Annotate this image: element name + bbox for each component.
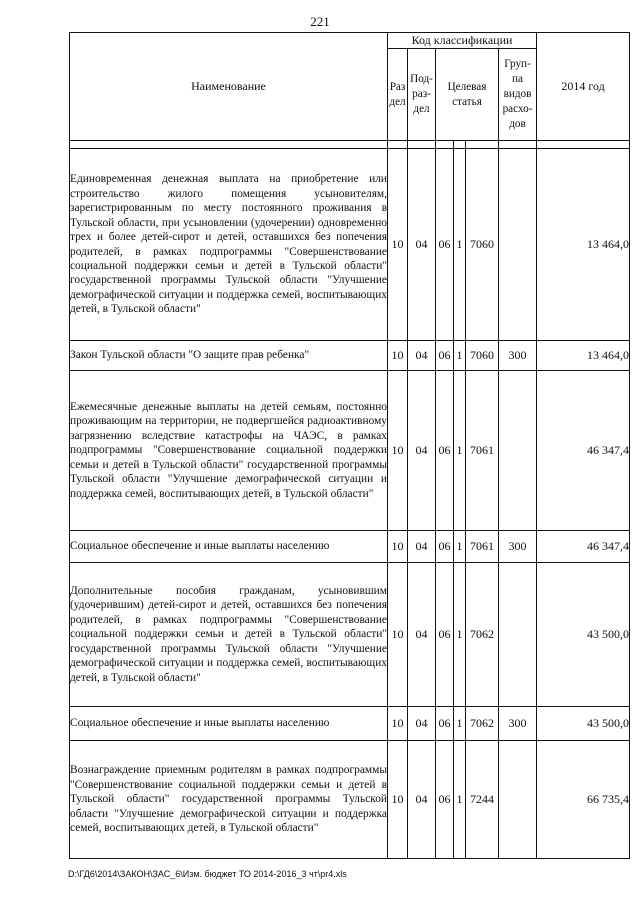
header-razdel: Раз дел <box>388 49 408 141</box>
row-target-1: 06 <box>436 741 454 859</box>
row-target-1: 06 <box>436 149 454 341</box>
header-group: Груп- па видов расхо- дов <box>499 49 537 141</box>
row-name: Дополнительные пособия гражданам, усыновившим (удочерившим) детей-сирот и детей, оставшихся без попечения родителей, в рамках подпрограммы "Совершенствование социальной поддержки семьи и детей в Тульской области" государственной программы Тульской области "Улучшение демографической ситуации и поддержка семей, воспитывающих детей, в Тульской области" <box>70 563 388 707</box>
table-row <box>70 707 630 741</box>
table-row <box>70 149 630 341</box>
row-target-2: 1 <box>454 563 466 707</box>
row-razdel: 10 <box>388 741 408 859</box>
row-amount: 43 500,0 <box>537 707 630 741</box>
row-podrazdel: 04 <box>408 531 436 563</box>
row-target-2: 1 <box>454 149 466 341</box>
row-group <box>499 563 537 707</box>
page-number: 221 <box>310 14 330 29</box>
row-target-1: 06 <box>436 371 454 531</box>
row-group: 300 <box>499 531 537 563</box>
header-name: Наименование <box>70 33 388 141</box>
row-target-2: 1 <box>454 531 466 563</box>
table-row <box>70 341 630 371</box>
row-razdel: 10 <box>388 707 408 741</box>
row-name: Социальное обеспечение и иные выплаты населению <box>70 531 388 563</box>
table-row <box>70 741 630 859</box>
row-podrazdel: 04 <box>408 149 436 341</box>
row-razdel: 10 <box>388 371 408 531</box>
row-razdel: 10 <box>388 341 408 371</box>
row-target-2: 1 <box>454 341 466 371</box>
row-target-1: 06 <box>436 531 454 563</box>
row-target-1: 06 <box>436 707 454 741</box>
row-target-3: 7062 <box>466 563 499 707</box>
row-group <box>499 371 537 531</box>
row-podrazdel: 04 <box>408 741 436 859</box>
table-row <box>70 531 630 563</box>
row-group: 300 <box>499 341 537 371</box>
row-target-2: 1 <box>454 741 466 859</box>
row-amount: 13 464,0 <box>537 341 630 371</box>
header-podrazdel: Под- раз- дел <box>408 49 436 141</box>
row-razdel: 10 <box>388 531 408 563</box>
row-podrazdel: 04 <box>408 371 436 531</box>
header-classification: Код классификации <box>388 33 537 49</box>
row-target-2: 1 <box>454 371 466 531</box>
row-podrazdel: 04 <box>408 341 436 371</box>
row-target-3: 7062 <box>466 707 499 741</box>
row-podrazdel: 04 <box>408 563 436 707</box>
row-target-3: 7061 <box>466 371 499 531</box>
row-target-3: 7244 <box>466 741 499 859</box>
row-amount: 13 464,0 <box>537 149 630 341</box>
row-name: Единовременная денежная выплата на приобретение или строительство жилого помещения усыновителям, зарегистрированным по месту постоянного проживания в Тульской области, при усыновлении (удочерении) одновременно трех и более детей-сирот и детей, оставшихся без попечения родителей, в рамках подпрограммы "Совершенствование социальной поддержки семьи и детей в Тульской области" государственной программы Тульской области "Улучшение демографической ситуации и поддержка семей, воспитывающих детей, в Тульской области" <box>70 149 388 341</box>
row-amount: 66 735,4 <box>537 741 630 859</box>
row-name: Закон Тульской области "О защите прав ребенка" <box>70 341 388 371</box>
row-podrazdel: 04 <box>408 707 436 741</box>
row-target-1: 06 <box>436 341 454 371</box>
row-group <box>499 149 537 341</box>
row-name: Вознаграждение приемным родителям в рамках подпрограммы "Совершенствование социальной поддержки семьи и детей в Тульской области" государственной программы Тульской области "Улучшение демографической ситуации и поддержка семей, воспитывающих детей, в Тульской области" <box>70 741 388 859</box>
row-amount: 43 500,0 <box>537 563 630 707</box>
table-row <box>70 371 630 531</box>
file-path-footer: D:\ГД6\2014\ЗАКОН\ЗАС_6\Изм. бюджет ТО 2014-2016_3 чт\pr4.xls <box>68 869 347 879</box>
row-name: Социальное обеспечение и иные выплаты населению <box>70 707 388 741</box>
row-group: 300 <box>499 707 537 741</box>
row-target-3: 7061 <box>466 531 499 563</box>
row-group <box>499 741 537 859</box>
row-razdel: 10 <box>388 149 408 341</box>
header-year: 2014 год <box>537 33 630 141</box>
row-razdel: 10 <box>388 563 408 707</box>
row-amount: 46 347,4 <box>537 531 630 563</box>
row-amount: 46 347,4 <box>537 371 630 531</box>
row-target-3: 7060 <box>466 341 499 371</box>
header-target: Целевая статья <box>436 49 499 141</box>
budget-table <box>69 32 630 859</box>
row-target-2: 1 <box>454 707 466 741</box>
row-name: Ежемесячные денежные выплаты на детей семьям, постоянно проживающим на территории, не подвергшейся радиоактивному загрязнению вследствие катастрофы на ЧАЭС, в рамках подпрограммы "Совершенствование социальной поддержки семьи и детей в Тульской области" государственной программы Тульской области "Улучшение демографической ситуации и поддержка семей, воспитывающих детей, в Тульской области" <box>70 371 388 531</box>
table-row <box>70 563 630 707</box>
row-target-3: 7060 <box>466 149 499 341</box>
row-target-1: 06 <box>436 563 454 707</box>
